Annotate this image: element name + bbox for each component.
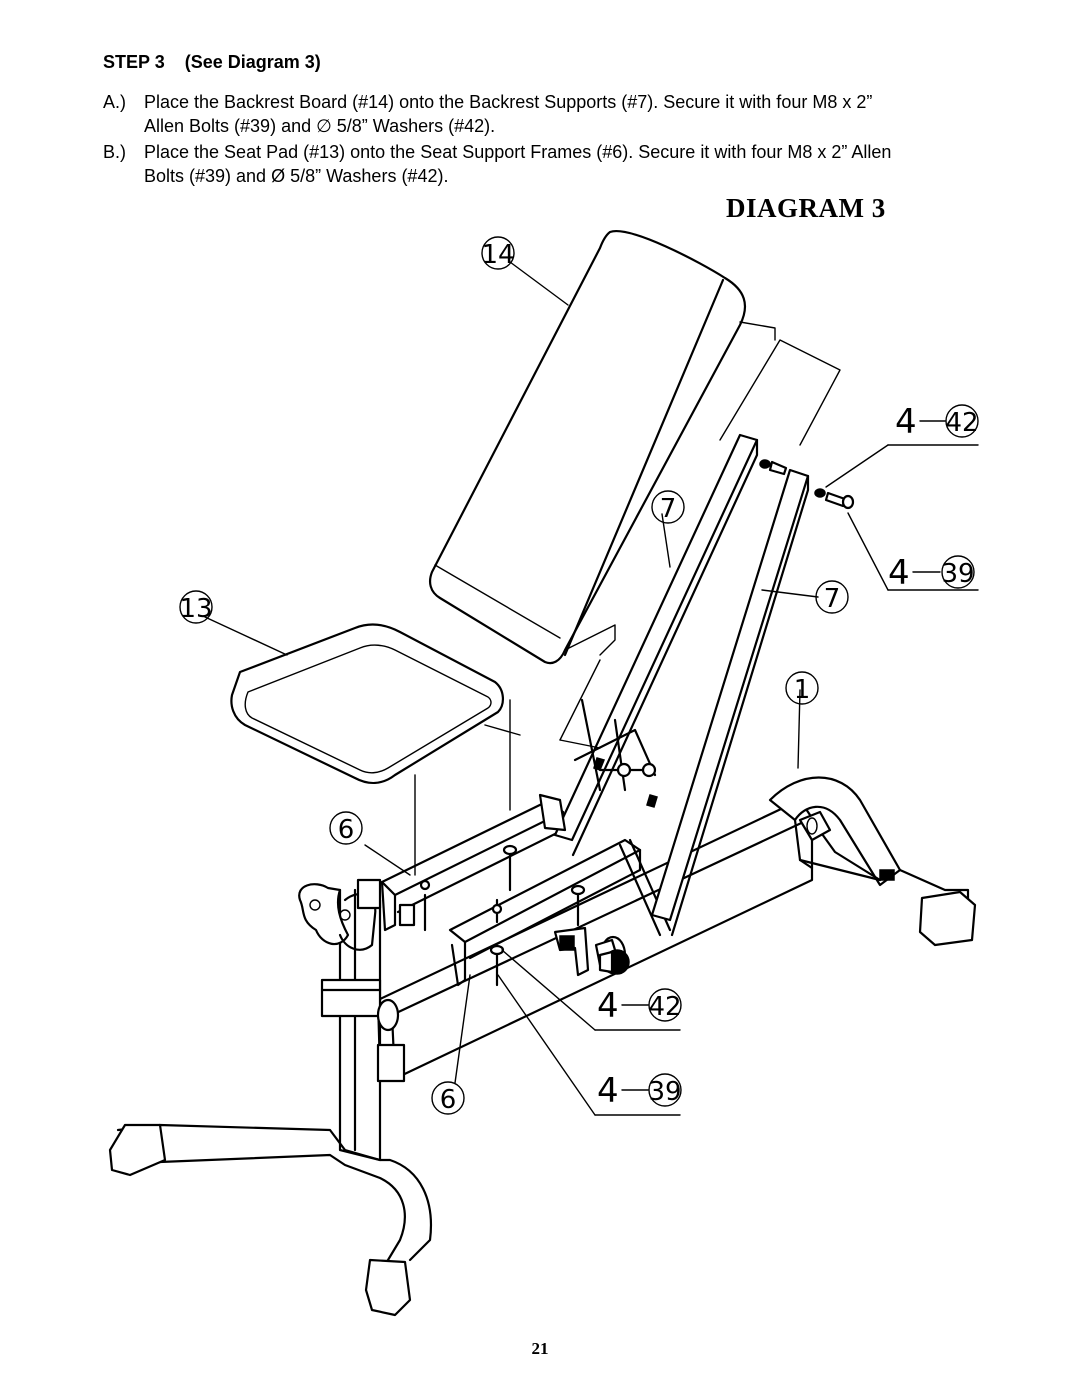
callout-1-label: 1 (793, 675, 811, 705)
callout-13 (179, 591, 212, 624)
instruction-a-text: Place the Backrest Board (#14) onto the Backrest Supports (#7). Secure it with four M8 x 2” Allen Bolts (#39) and ∅ 5/8” Washers (#42). (144, 92, 873, 136)
callout-14-label: 14 (481, 240, 515, 270)
callout-washers-bottom-part: 42 (648, 992, 682, 1022)
front-post-drawing (110, 880, 431, 1315)
callout-washers-bottom-qty: 4 (597, 986, 619, 1026)
callout-13-label: 13 (179, 594, 213, 624)
callout-14 (481, 237, 514, 270)
instruction-b-text: Place the Seat Pad (#13) onto the Seat Support Frames (#6). Secure it with four M8 x 2” Allen Bolts (#39) and Ø 5/8” Washers (#42). (144, 142, 892, 186)
step-title: STEP 3 (See Diagram 3) (103, 52, 321, 72)
callout-6-upper-label: 6 (337, 815, 355, 845)
callout-1 (786, 672, 818, 705)
callout-bolts-bottom-part: 39 (648, 1077, 682, 1107)
callout-7-right (816, 581, 848, 614)
callout-7-right-label: 7 (823, 584, 841, 614)
callout-7-left-label: 7 (659, 494, 677, 524)
callout-6-lower-label: 6 (439, 1085, 457, 1115)
diagram-title: DIAGRAM 3 (726, 193, 886, 223)
callout-7-left (652, 491, 684, 524)
callout-bolts-top (888, 553, 975, 593)
instruction-b-label: B.) (103, 142, 127, 162)
callout-6-upper (330, 812, 362, 845)
page-number: 21 (531, 1339, 549, 1358)
callout-washers-top-part: 42 (945, 408, 979, 438)
callout-washers-top (895, 402, 979, 442)
callout-bolts-bottom (597, 1071, 682, 1111)
callout-washers-top-qty: 4 (895, 402, 917, 442)
callout-bolts-top-qty: 4 (888, 553, 910, 593)
callout-washers-bottom (597, 986, 682, 1026)
callout-bolts-top-part: 39 (941, 559, 975, 589)
callout-bolts-bottom-qty: 4 (597, 1071, 619, 1111)
callout-6-lower (432, 1082, 464, 1115)
instruction-a-label: A.) (103, 92, 127, 112)
